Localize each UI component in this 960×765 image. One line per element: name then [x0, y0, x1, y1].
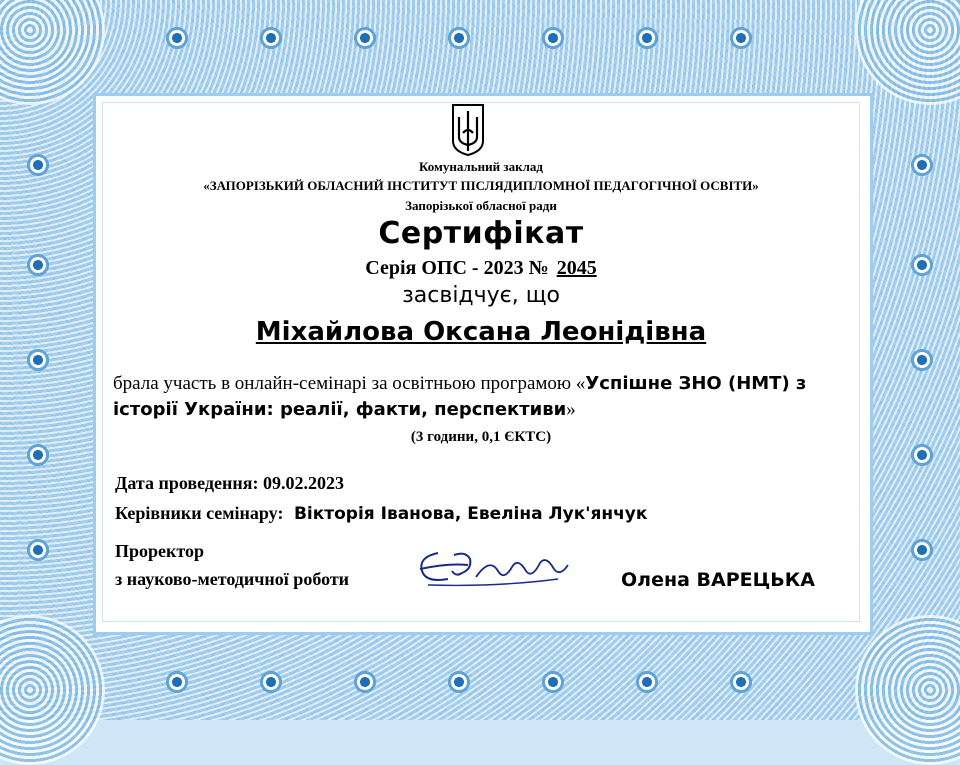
rosette-ornament: [256, 23, 286, 53]
leaders-label: Керівники семінару:: [115, 503, 284, 523]
trident-emblem-icon: [450, 103, 486, 157]
leaders-value: Вікторія Іванова, Евеліна Лук'янчук: [293, 504, 648, 524]
rosette-ornament: [907, 535, 937, 565]
rosette-ornament: [162, 667, 192, 697]
corner-ornament: [855, 615, 960, 765]
certifies-text: засвідчує, що: [402, 283, 560, 308]
rosette-ornament: [23, 440, 53, 470]
rosette-ornament: [23, 535, 53, 565]
certificate-title: Сертифікат: [378, 216, 584, 251]
signer-position-line-2: з науково-методичної роботи: [115, 569, 350, 589]
date-value: 09.02.2023: [262, 473, 344, 493]
program-hours: (3 години, 0,1 ЄКТС): [410, 429, 552, 445]
date-label: Дата проведення:: [115, 473, 259, 493]
corner-ornament: [0, 615, 105, 765]
handwritten-signature: [408, 543, 578, 593]
seminar-date: [115, 473, 344, 494]
rosette-ornament: [538, 667, 568, 697]
rosette-ornament: [538, 23, 568, 53]
seminar-leaders: [115, 503, 647, 524]
program-close-quote: »: [566, 399, 576, 420]
recipient-name: Міхайлова Оксана Леонідівна: [255, 317, 707, 347]
rosette-ornament: [726, 23, 756, 53]
signer-position-line-1: Проректор: [115, 541, 204, 561]
institution-line-3: Запорізької обласної ради: [405, 198, 557, 213]
rosette-ornament: [23, 150, 53, 180]
institution-name: «ЗАПОРІЗЬКИЙ ОБЛАСНИЙ ІНСТИТУТ ПІСЛЯДИПЛОМНОЇ ПЕДАГОГІЧНОЇ ОСВІТИ»: [203, 178, 759, 193]
rosette-ornament: [23, 250, 53, 280]
rosette-ornament: [907, 150, 937, 180]
certificate-series: [103, 257, 859, 280]
series-label: Серія ОПС - 2023 №: [365, 257, 549, 279]
corner-ornament: [0, 0, 105, 105]
rosette-ornament: [632, 23, 662, 53]
rosette-ornament: [907, 250, 937, 280]
rosette-ornament: [350, 667, 380, 697]
rosette-ornament: [632, 667, 662, 697]
rosette-ornament: [907, 440, 937, 470]
institution-line-1: Комунальний заклад: [419, 159, 543, 174]
rosette-ornament: [256, 667, 286, 697]
program-intro: брала участь в онлайн-семінарі за освітньою програмою «: [113, 373, 586, 394]
certificate-number: 2045: [556, 257, 597, 279]
rosette-ornament: [726, 667, 756, 697]
rosette-ornament: [162, 23, 192, 53]
certificate-content: [103, 103, 859, 621]
rosette-ornament: [350, 23, 380, 53]
signer-name: Олена ВАРЕЦЬКА: [621, 569, 815, 591]
rosette-ornament: [444, 23, 474, 53]
program-name: Успішне ЗНО (НМТ) з історії України: реалії, факти, перспективи: [113, 373, 807, 420]
program-description: [113, 371, 813, 423]
rosette-ornament: [444, 667, 474, 697]
corner-ornament: [855, 0, 960, 105]
rosette-ornament: [23, 345, 53, 375]
rosette-ornament: [907, 345, 937, 375]
